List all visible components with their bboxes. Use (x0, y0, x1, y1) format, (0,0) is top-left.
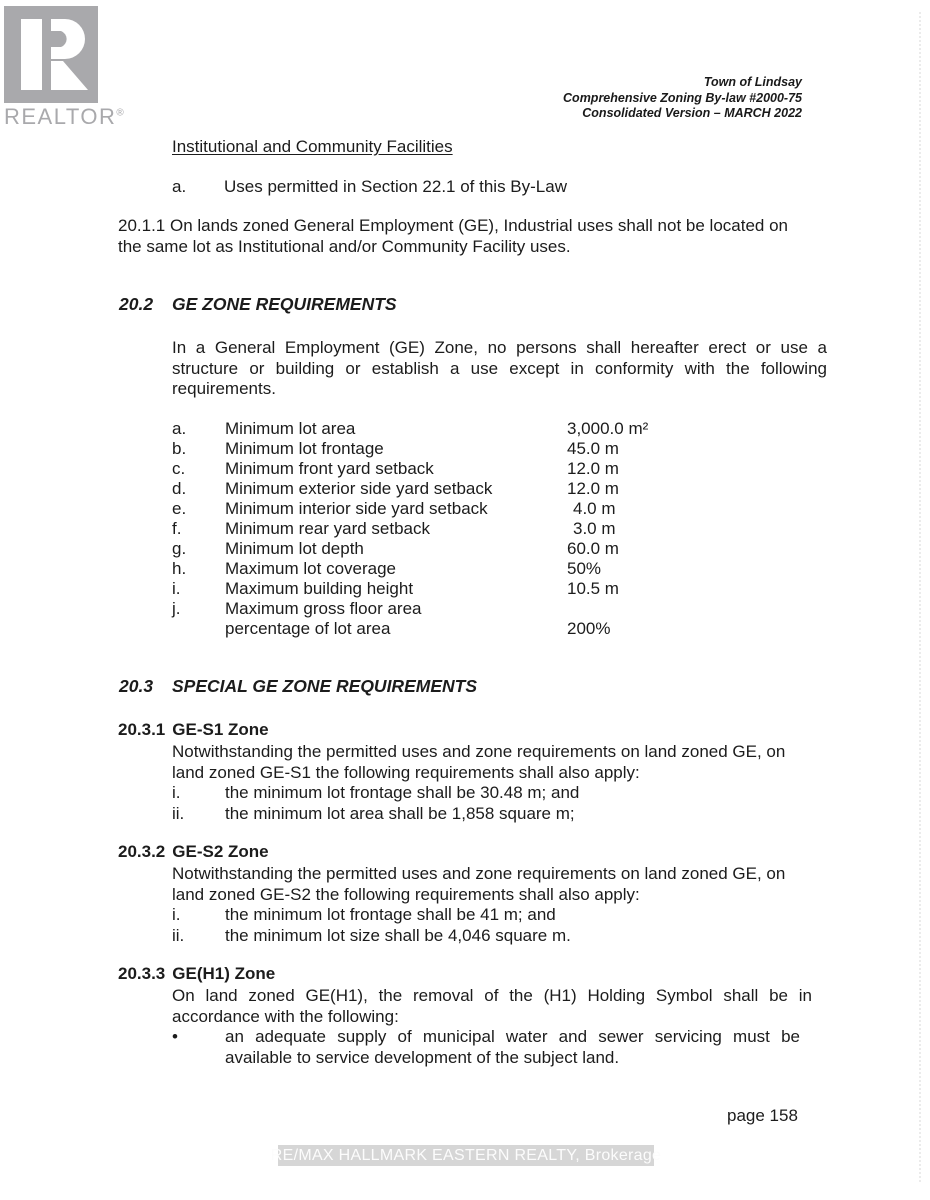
section-title: SPECIAL GE ZONE REQUIREMENTS (172, 676, 477, 696)
list-item (172, 783, 787, 804)
list-item-marker: i. (172, 905, 181, 924)
requirement-letter: h. (172, 559, 187, 578)
requirement-value: 60.0 m (567, 539, 619, 558)
list-item-marker: i. (172, 783, 181, 802)
requirement-label: Minimum interior side yard setback (225, 499, 488, 518)
subsection-body: Notwithstanding the permitted uses and zone requirements on land zoned GE, on land zoned GE-S2 the following requirements shall also apply: (172, 864, 786, 904)
requirement-value: 3.0 m (573, 519, 616, 538)
requirement-letter: d. (172, 479, 187, 498)
list-item (172, 926, 802, 947)
requirement-value: 12.0 m (567, 479, 619, 498)
requirement-value: 10.5 m (567, 579, 619, 598)
list-item-marker: ii. (172, 803, 185, 823)
realtor-r-icon (4, 6, 98, 103)
list-item-a (172, 177, 567, 197)
subsection-number: 20.3.1 (118, 720, 166, 739)
requirement-label-line2: percentage of lot area (225, 619, 391, 638)
requirement-label: Maximum lot coverage (225, 559, 397, 578)
brokerage-watermark-text: RE/MAX HALLMARK EASTERN REALTY, Brokerage (270, 1146, 662, 1164)
requirement-value: 45.0 m (567, 439, 619, 458)
subsection-20-3-3 (118, 963, 812, 1068)
list-item-a-marker: a. (172, 177, 187, 196)
registered-trademark-symbol: ® (116, 107, 124, 119)
subsection-title: GE-S1 Zone (172, 720, 269, 739)
requirement-letter: e. (172, 499, 187, 518)
subsection-title: GE-S2 Zone (172, 842, 269, 861)
list-item-a-text: Uses permitted in Section 22.1 of this By-Law (224, 177, 567, 196)
subsection-title: GE(H1) Zone (172, 964, 276, 983)
header-bylaw: Comprehensive Zoning By-law #2000-75 (563, 90, 802, 105)
requirement-label: Minimum exterior side yard setback (225, 479, 493, 498)
requirement-letter: i. (172, 579, 181, 598)
paragraph-20-1-1: 20.1.1 On lands zoned General Employment (GE), Industrial uses shall not be located on the same lot as Institutional and/or Community Facility uses. (118, 216, 788, 256)
requirement-row (172, 579, 832, 599)
requirement-letter: j. (172, 599, 181, 618)
requirement-value: 4.0 m (573, 499, 616, 518)
subsection-heading (118, 719, 787, 740)
subsection-number: 20.3.3 (118, 964, 166, 983)
requirement-row (172, 539, 832, 559)
section-number: 20.2 (119, 294, 154, 314)
subsection-heading (118, 963, 812, 984)
requirement-value: 3,000.0 m² (567, 419, 649, 438)
requirement-label-line1: Maximum gross floor area (225, 599, 422, 618)
subsection-heading (118, 841, 802, 862)
realtor-wordmark-text: REALTOR (4, 104, 117, 129)
bullet-item (172, 1027, 812, 1068)
requirement-row (172, 499, 832, 519)
requirement-row (172, 519, 832, 539)
realtor-logo (4, 6, 124, 130)
requirement-row (172, 479, 832, 499)
requirement-row (172, 459, 832, 479)
page-number: page 158 (727, 1106, 798, 1125)
subsection-20-3-1 (118, 719, 787, 824)
document-header (563, 75, 802, 122)
requirement-letter: b. (172, 439, 187, 458)
list-item-text: the minimum lot area shall be 1,858 square m; (225, 803, 575, 823)
subsection-20-3-2 (118, 841, 802, 946)
requirement-label: Minimum front yard setback (225, 459, 434, 478)
list-item-marker: ii. (172, 925, 185, 945)
paragraph-20-2-intro: In a General Employment (GE) Zone, no persons shall hereafter erect or use a structure or building or establish a use except in conformity with the following requirements. (172, 338, 827, 398)
requirement-label: Minimum rear yard setback (225, 519, 431, 538)
requirement-letter: c. (172, 459, 186, 478)
realtor-wordmark (4, 104, 124, 130)
section-heading-20-2 (119, 294, 397, 315)
subsection-body: Notwithstanding the permitted uses and zone requirements on land zoned GE, on land zoned GE-S1 the following requirements shall also apply: (172, 742, 786, 782)
section-heading-20-3 (119, 676, 477, 697)
requirement-row (172, 559, 832, 579)
section-number: 20.3 (119, 676, 154, 696)
list-item (172, 905, 802, 926)
header-version: Consolidated Version – MARCH 2022 (582, 106, 802, 120)
list-item-text: the minimum lot size shall be 4,046 square m. (225, 925, 571, 945)
bullet-marker: • (172, 1027, 178, 1046)
scan-artifact-line (919, 12, 921, 1182)
section-title: GE ZONE REQUIREMENTS (172, 294, 397, 314)
requirement-row (172, 419, 832, 439)
requirement-value: 12.0 m (567, 459, 619, 478)
requirement-label (225, 599, 567, 639)
facilities-heading: Institutional and Community Facilities (172, 137, 453, 156)
requirement-label: Minimum lot depth (225, 539, 364, 558)
ge-zone-requirements-list (172, 419, 832, 639)
requirement-label: Maximum building height (225, 579, 414, 598)
requirement-letter: a. (172, 419, 187, 438)
requirement-row (172, 599, 832, 639)
subsection-number: 20.3.2 (118, 842, 166, 861)
header-town: Town of Lindsay (703, 75, 802, 89)
list-item (172, 804, 787, 825)
requirement-value: 200% (567, 619, 611, 638)
requirement-letter: g. (172, 539, 187, 558)
list-item-text: the minimum lot frontage shall be 41 m; and (225, 905, 556, 924)
requirement-value: 50% (567, 559, 602, 578)
requirement-row (172, 439, 832, 459)
list-item-text: the minimum lot frontage shall be 30.48 m; and (225, 783, 580, 802)
subsection-items (172, 905, 802, 946)
requirement-label: Minimum lot frontage (225, 439, 384, 458)
requirement-label: Minimum lot area (225, 419, 356, 438)
brokerage-watermark (270, 1145, 662, 1166)
bullet-text: an adequate supply of municipal water and sewer servicing must be available to service development of the subject land. (225, 1027, 800, 1067)
requirement-letter: f. (172, 519, 182, 538)
subsection-body: On land zoned GE(H1), the removal of the (H1) Holding Symbol shall be in accordance with the following: (172, 986, 812, 1026)
subsection-items (172, 783, 787, 824)
